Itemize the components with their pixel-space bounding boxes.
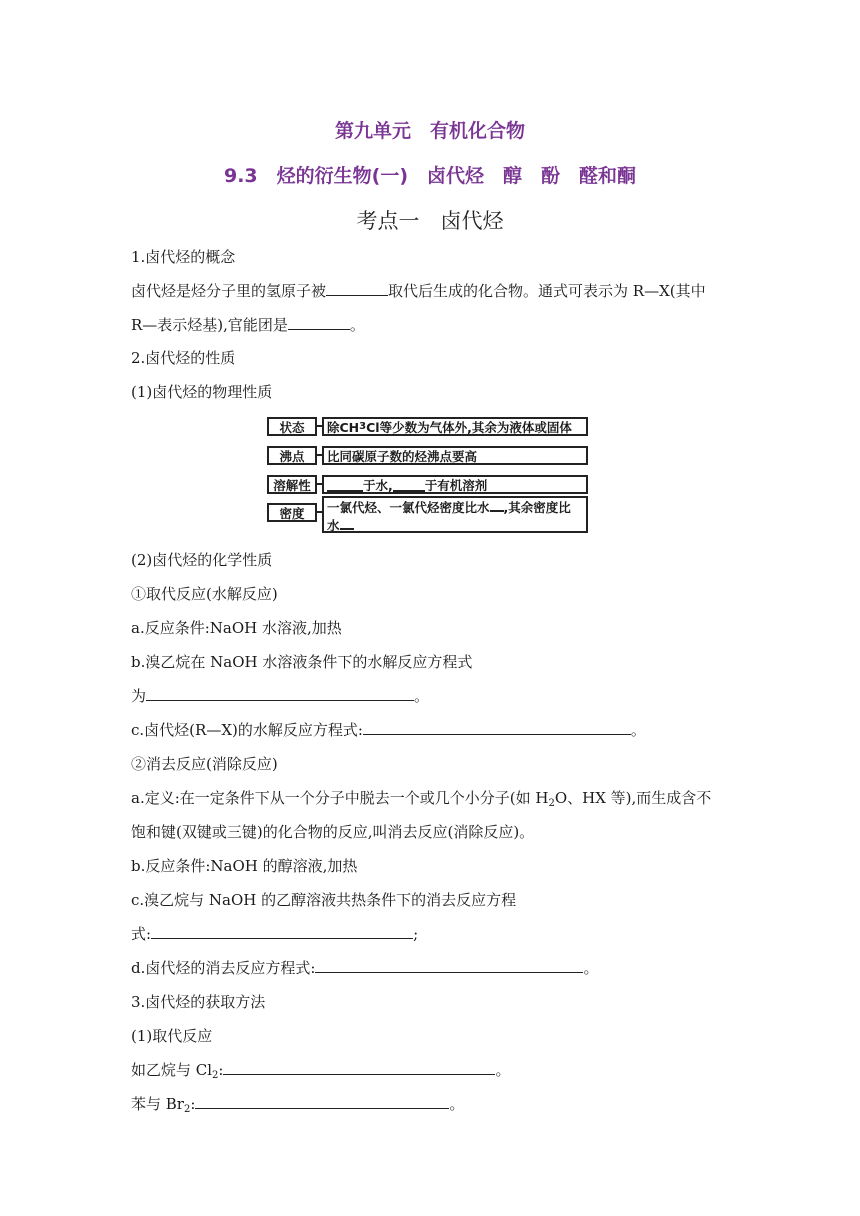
substitution-bromoethane-answer: 为 。: [131, 687, 430, 705]
answer-blank[interactable]: [146, 686, 414, 701]
heading-chemical-properties: (2)卤代烃的化学性质: [131, 551, 273, 569]
topic-title: 考点一 卤代烃: [356, 209, 504, 233]
answer-blank[interactable]: [340, 516, 354, 530]
answer-blank[interactable]: [326, 281, 388, 296]
section-title: 9.3 烃的衍生物(一) 卤代烃 醇 酚 醛和酮: [223, 165, 637, 187]
substitution-general-equation: c.卤代烃(R—X)的水解反应方程式: 。: [131, 721, 646, 739]
diagram-label-boiling-point: 沸点: [267, 446, 317, 465]
elimination-condition: b.反应条件:NaOH 的醇溶液,加热: [131, 857, 358, 875]
answer-blank[interactable]: [151, 924, 413, 939]
preparation-substitution: (1)取代反应: [131, 1027, 213, 1045]
answer-blank[interactable]: [315, 958, 583, 973]
elimination-heading: ②消去反应(消除反应): [131, 755, 278, 773]
substitution-condition: a.反应条件:NaOH 水溶液,加热: [131, 619, 342, 637]
substitution-heading: ①取代反应(水解反应): [131, 585, 278, 603]
diagram-box-state: 除CH 3 Cl等少数为气体外,其余为液体或固体: [322, 417, 588, 436]
answer-blank[interactable]: [490, 498, 504, 512]
answer-blank[interactable]: [223, 1060, 495, 1075]
concept-text: R—表示烃基),官能团是: [131, 316, 288, 334]
concept-text: 卤代烃是烃分子里的氢原子被: [131, 282, 327, 300]
diagram-label-solubility: 溶解性: [267, 475, 317, 494]
heading-physical-properties: (1)卤代烃的物理性质: [131, 383, 273, 401]
substitution-bromoethane: b.溴乙烷在 NaOH 水溶液条件下的水解反应方程式: [131, 653, 473, 671]
elimination-definition-line1: a.定义:在一定条件下从一个分子中脱去一个或几个小分子(如 $H_2O$、HX 等),而生成含不: [131, 789, 712, 809]
diagram-box-boiling-point: 比同碳原子数的烃沸点要高: [322, 446, 588, 465]
diagram-box-solubility: 于水, 于有机溶剂: [322, 475, 588, 494]
concept-paragraph-line2: [131, 315, 365, 335]
diagram-label-state: 状态: [267, 417, 317, 436]
heading-preparation: 3.卤代烃的获取方法: [131, 993, 266, 1011]
heading-concept: 1.卤代烃的概念: [131, 248, 236, 266]
elimination-bromoethane-answer: 式: ;: [131, 925, 419, 943]
concept-text: 。: [349, 316, 365, 334]
elimination-bromoethane: c.溴乙烷与 NaOH 的乙醇溶液共热条件下的消去反应方程: [131, 891, 517, 909]
concept-paragraph-line1: [131, 281, 706, 301]
benzene-bromine-equation: 苯与 $Br_2$: 。: [131, 1095, 465, 1115]
diagram-label-density: 密度: [267, 503, 317, 522]
answer-blank[interactable]: [327, 478, 363, 492]
answer-blank[interactable]: [195, 1094, 449, 1109]
diagram-box-density: 一氯代烃、一氯代烃密度比水 ,其余密度比 水: [322, 496, 588, 533]
elimination-definition-line2: 饱和键(双键或三键)的化合物的反应,叫消去反应(消除反应)。: [131, 823, 535, 841]
heading-properties: 2.卤代烃的性质: [131, 349, 236, 367]
answer-blank[interactable]: [288, 315, 350, 330]
physical-properties-diagram: [267, 414, 591, 534]
answer-blank[interactable]: [363, 720, 631, 735]
elimination-general-equation: d.卤代烃的消去反应方程式: 。: [131, 959, 599, 977]
ethane-chlorine-equation: 如乙烷与 $Cl_2$: 。: [131, 1061, 511, 1081]
answer-blank[interactable]: [393, 478, 425, 492]
unit-title: 第九单元 有机化合物: [334, 120, 525, 142]
concept-text: 取代后生成的化合物。通式可表示为 R—X(其中: [388, 282, 706, 300]
